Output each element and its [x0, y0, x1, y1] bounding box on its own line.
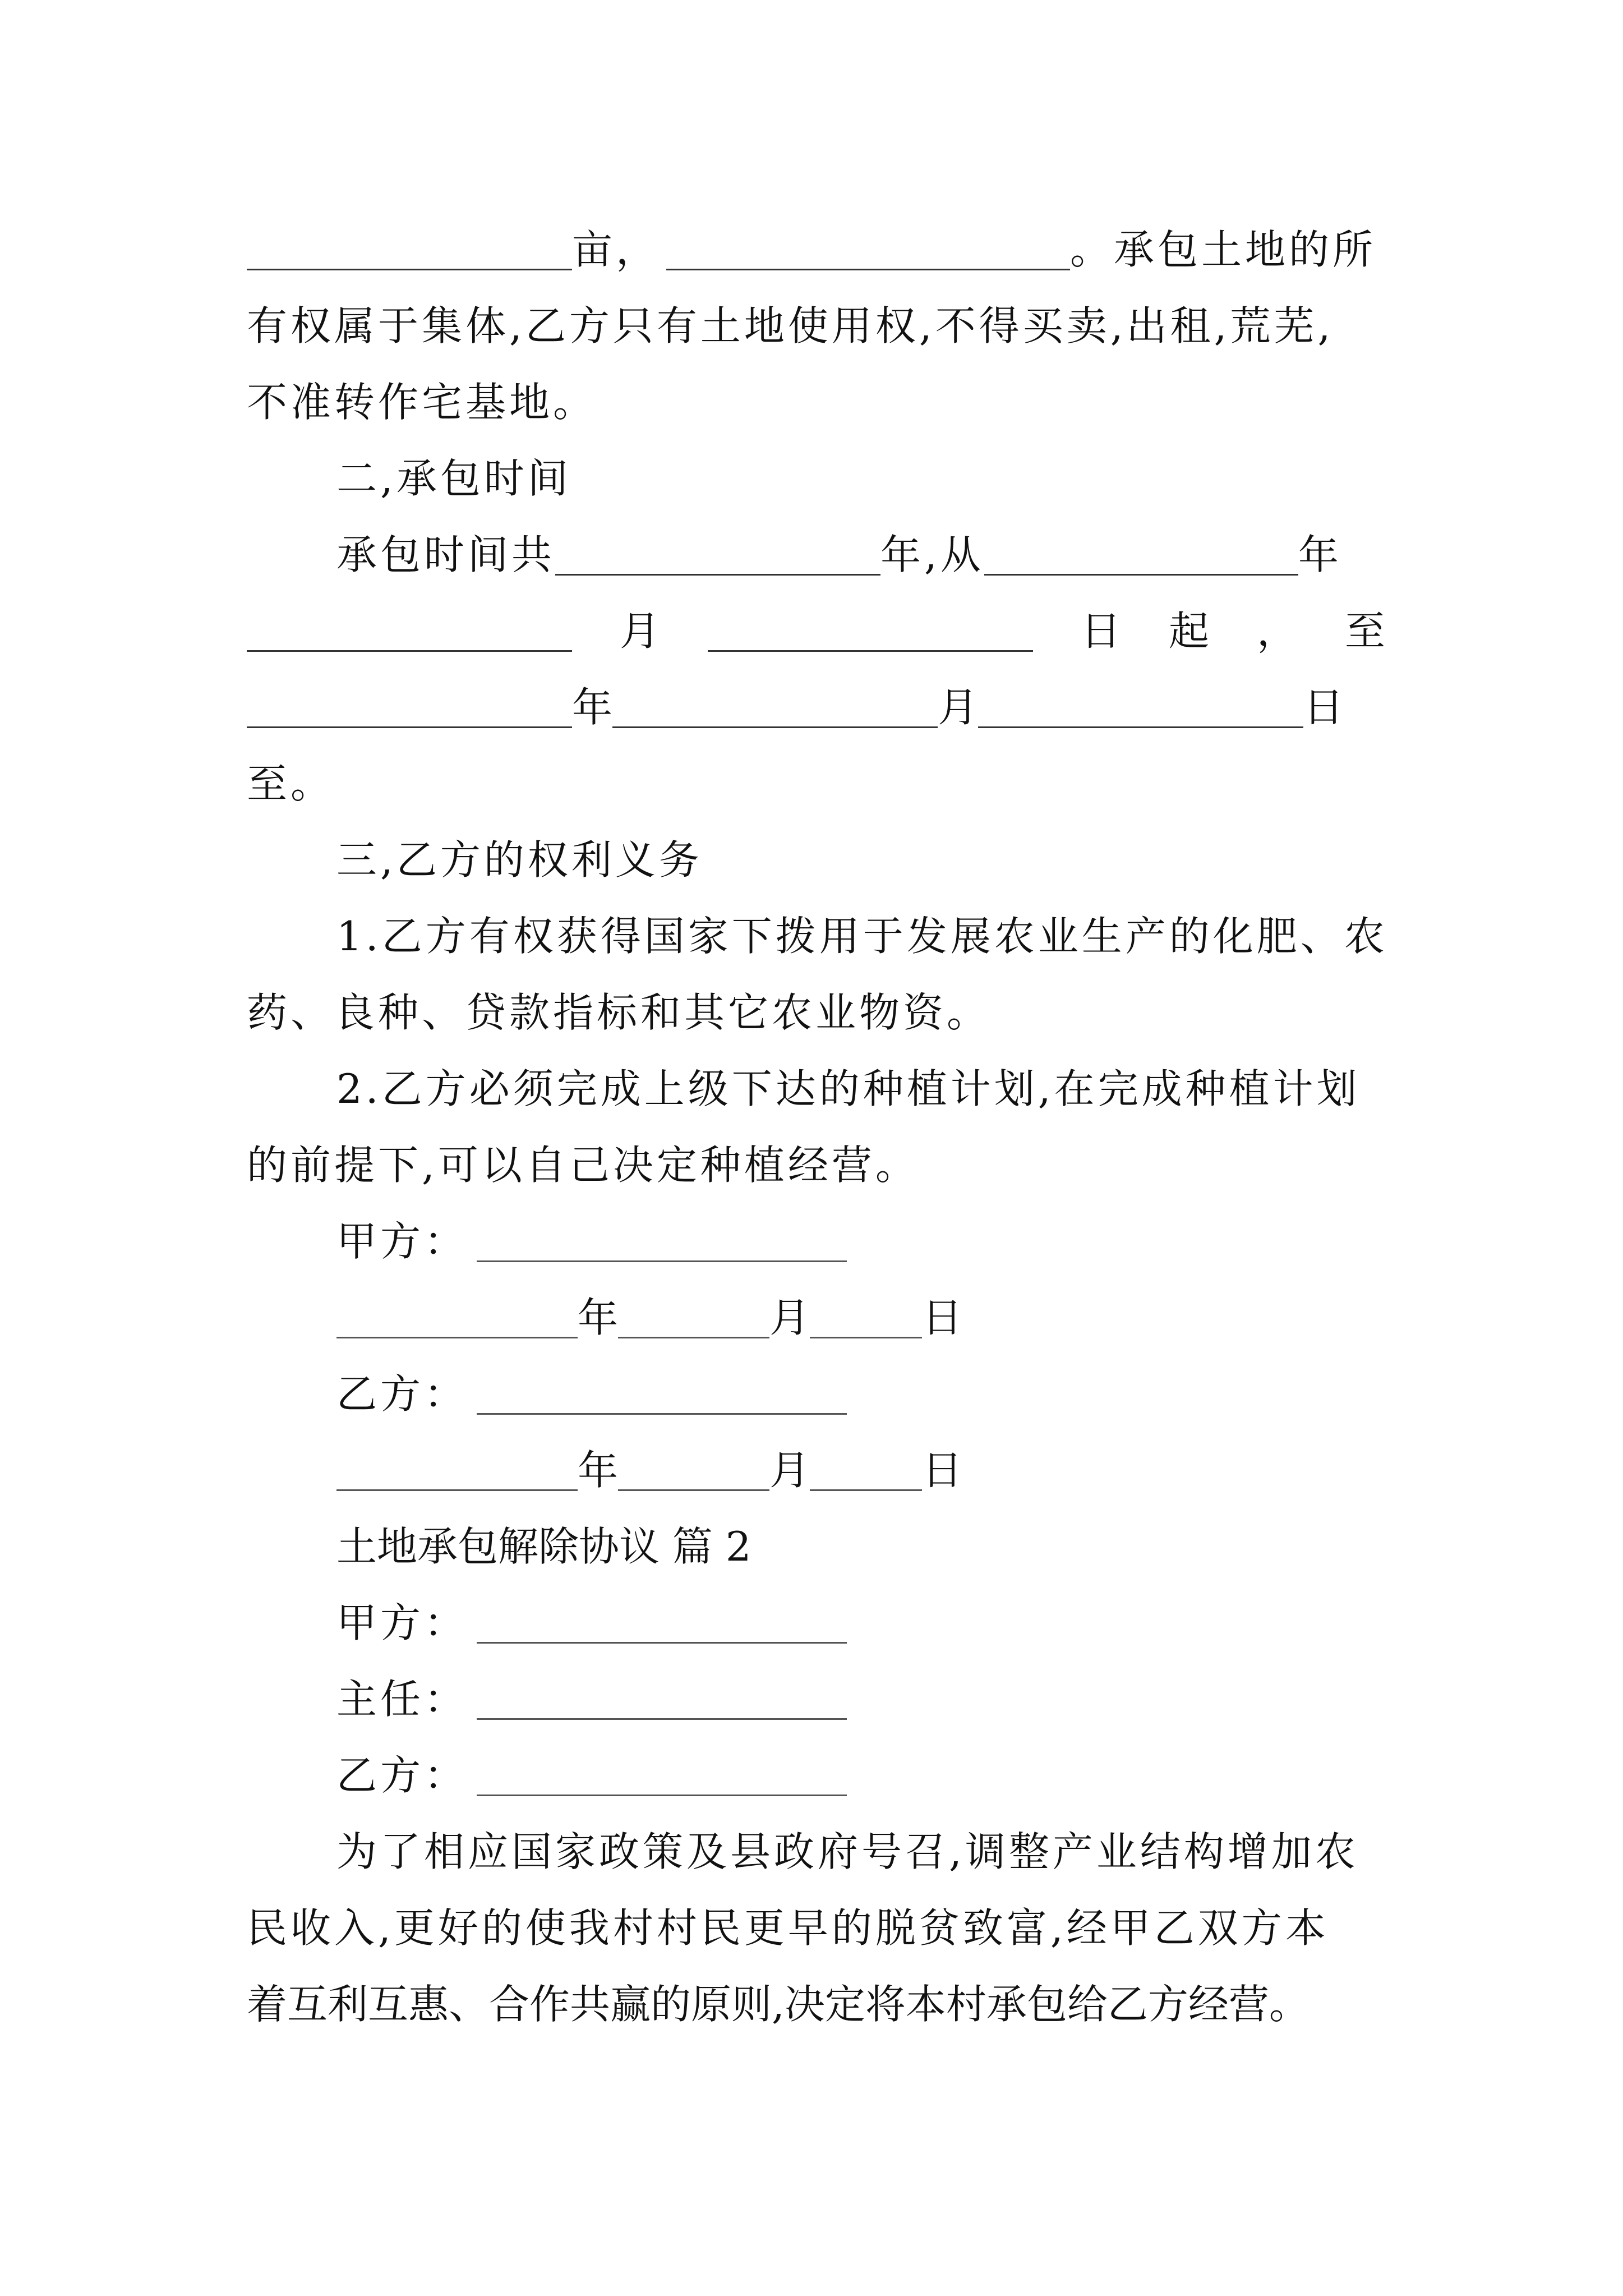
item-1-line-b — [247, 976, 1385, 1049]
party-a-blank — [477, 1218, 847, 1262]
to-label: 至 — [1344, 608, 1385, 655]
party-b-year-label: 年 — [578, 1447, 619, 1494]
item-1-text-b: 药、良种、贷款指标和其它农业物资。 — [247, 989, 991, 1036]
item-2-text-b: 的前提下,可以自己决定种植经营。 — [247, 1142, 919, 1189]
ownership-clause: 有权属于集体,乙方只有土地使用权,不得买卖,出租,荒芜, — [247, 302, 1334, 349]
party-b-signature-line — [336, 1358, 1385, 1430]
blank-end-day — [978, 684, 1303, 728]
duration-label: 承包时间共 — [336, 531, 556, 578]
item-2-line-b — [247, 1129, 1385, 1202]
party-a-month-blank — [618, 1294, 769, 1338]
party-b-date-line — [336, 1434, 1385, 1507]
section-3-title: 三,乙方的权利义务 — [336, 836, 703, 884]
item-1-text-a: 1.乙方有权获得国家下拨用于发展农业生产的化肥、农 — [336, 913, 1388, 960]
director-line — [336, 1663, 1385, 1736]
party-b-year-blank — [336, 1447, 578, 1491]
party-a-day-label: 日 — [922, 1294, 963, 1341]
duration-line — [336, 518, 1385, 591]
blank-years — [555, 531, 880, 576]
party-b-month-label: 月 — [769, 1447, 810, 1494]
purpose-text-c: 着互利互惠、合作共赢的原则,决定将本村承包给乙方经营。 — [247, 1981, 1310, 2028]
party-b-blank-2 — [477, 1752, 847, 1796]
purpose-text-b: 民收入,更好的使我村村民更早的脱贫致富,经甲乙双方本 — [247, 1904, 1329, 1952]
purpose-line-a — [336, 1815, 1385, 1888]
blank-location — [666, 226, 1070, 270]
party-a-signature-line — [336, 1205, 1385, 1278]
party-a-label-2: 甲方： — [336, 1599, 468, 1646]
party-a-label: 甲方： — [336, 1218, 468, 1265]
homestead-clause: 不准转作宅基地。 — [247, 379, 597, 426]
blank-start-day — [708, 608, 1033, 652]
party-b-blank — [477, 1370, 847, 1415]
homestead-line — [247, 366, 1385, 439]
end-text: 至。 — [247, 760, 335, 807]
purpose-line-c — [247, 1968, 1413, 2041]
end-date-line — [247, 671, 1385, 744]
section-2-title: 二,承包时间 — [336, 455, 571, 502]
party-b-day-label: 日 — [922, 1447, 963, 1494]
mu-text: 亩， — [572, 226, 660, 273]
party-a-line-2 — [336, 1586, 1385, 1659]
blank-end-month — [612, 684, 938, 728]
item-2-text-a: 2.乙方必须完成上级下达的种植计划,在完成种植计划 — [336, 1065, 1361, 1112]
blank-end-year — [247, 684, 572, 728]
end-month-label: 月 — [938, 684, 979, 731]
comma-label: ， — [1256, 608, 1297, 655]
day-label: 日 — [1080, 608, 1121, 655]
party-b-line-2 — [336, 1739, 1385, 1812]
party-a-blank-2 — [477, 1599, 847, 1644]
month-label: 月 — [619, 608, 660, 655]
ownership-text: 。承包土地的所 — [1070, 226, 1377, 273]
party-a-day-blank — [810, 1294, 922, 1338]
party-a-year-label: 年 — [578, 1294, 619, 1341]
section-2-heading — [336, 442, 1385, 515]
party-b-label-2: 乙方： — [336, 1752, 468, 1799]
director-label: 主任： — [336, 1676, 468, 1723]
item-1-line-a — [336, 900, 1388, 973]
section-3-heading — [336, 823, 1385, 896]
party-b-label: 乙方： — [336, 1370, 468, 1418]
blank-area — [247, 226, 572, 270]
end-line — [247, 747, 1385, 820]
purpose-line-b — [247, 1892, 1385, 1964]
from-label: 年,从 — [880, 531, 984, 578]
area-line — [247, 213, 1385, 286]
item-2-line-a — [336, 1052, 1385, 1125]
director-blank — [477, 1676, 847, 1720]
year-label: 年 — [1298, 531, 1342, 578]
document-2-title: 土地承包解除协议 篇 2 — [336, 1523, 751, 1570]
document-2-title-line — [336, 1510, 1385, 1583]
blank-start-month — [247, 608, 572, 652]
purpose-text-a: 为了相应国家政策及县政府号召,调整产业结构增加农 — [336, 1828, 1359, 1875]
party-a-date-line — [336, 1281, 1385, 1354]
party-a-month-label: 月 — [769, 1294, 810, 1341]
end-year-label: 年 — [572, 684, 613, 731]
party-b-month-blank — [618, 1447, 769, 1491]
blank-start-year — [984, 531, 1298, 576]
start-date-line — [247, 595, 1385, 668]
qi-label: 起 — [1168, 608, 1209, 655]
ownership-line — [247, 289, 1385, 362]
party-b-day-blank — [810, 1447, 922, 1491]
party-a-year-blank — [336, 1294, 578, 1338]
end-day-label: 日 — [1303, 684, 1344, 731]
